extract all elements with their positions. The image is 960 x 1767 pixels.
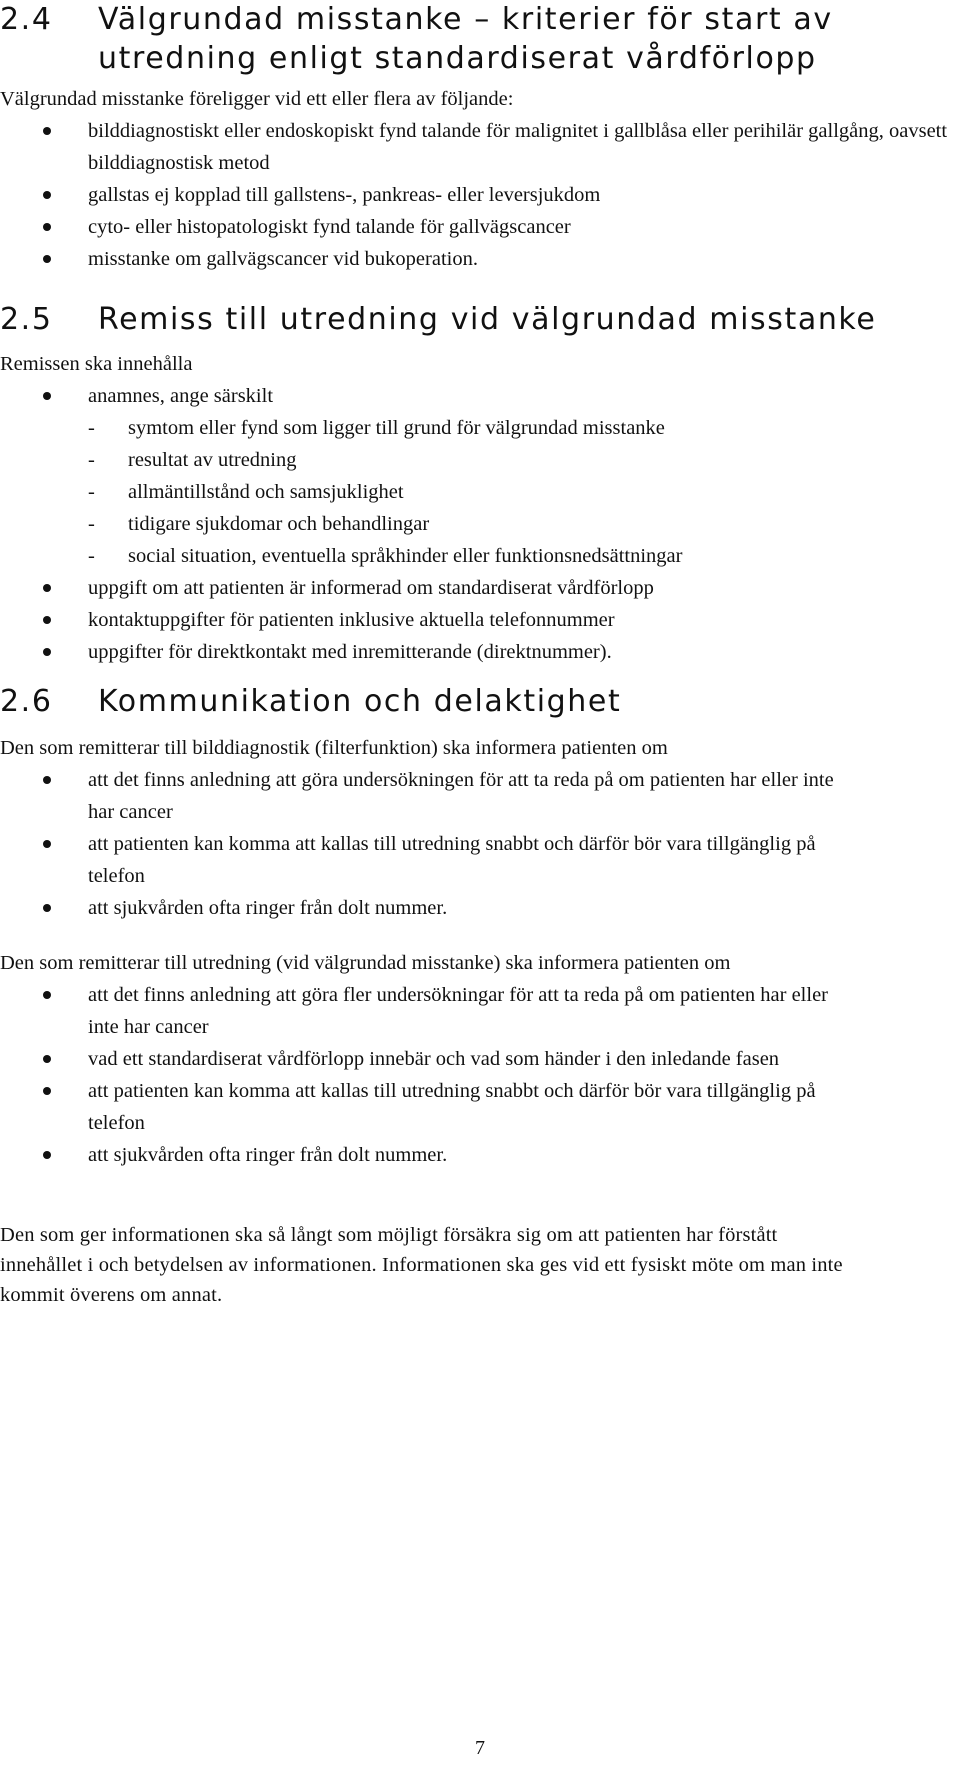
sub-list-item: - resultat av utredning — [0, 444, 950, 476]
section-title-line1: Välgrundad misstanke – kriterier för start av — [98, 2, 833, 37]
list-item: gallstas ej kopplad till gallstens-, pankreas- eller leversjukdom — [0, 179, 950, 211]
section-2-5-body — [0, 348, 950, 668]
criteria-list — [0, 115, 950, 275]
section-2-6-body-investigation — [0, 947, 950, 1171]
section-2-6-body-filter — [0, 732, 950, 924]
list-item: att det finns anledning att göra fler undersökningar för att ta reda på om patienten har eller inte har cancer — [0, 979, 860, 1043]
list-item: anamnes, ange särskilt — [0, 380, 950, 412]
list-item: att sjukvården ofta ringer från dolt nummer. — [0, 892, 860, 924]
list-item: cyto- eller histopatologiskt fynd talande för gallvägscancer — [0, 211, 950, 243]
sub-list-item: - social situation, eventuella språkhinder eller funktionsnedsättningar — [0, 540, 950, 572]
section-heading-2-5 — [0, 300, 940, 339]
section-title: Kommunikation och delaktighet — [98, 684, 622, 719]
section-heading-2-6 — [0, 682, 940, 721]
list-item: att sjukvården ofta ringer från dolt nummer. — [0, 1139, 860, 1171]
information-list-investigation — [0, 979, 860, 1171]
list-item: att det finns anledning att göra undersökningen för att ta reda på om patienten har eller inte har cancer — [0, 764, 860, 828]
section-title-line2: utredning enligt standardiserat vårdförlopp — [98, 41, 817, 76]
list-item: att patienten kan komma att kallas till utredning snabbt och därför bör vara tillgänglig på telefon — [0, 828, 860, 892]
paragraph-intro: Den som remitterar till bilddiagnostik (filterfunktion) ska informera patienten om — [0, 737, 668, 759]
list-item: misstanke om gallvägscancer vid bukoperation. — [0, 243, 950, 275]
referral-contents-list-continued — [0, 572, 950, 668]
section-number: 2.5 — [0, 302, 53, 337]
closing-paragraph-block — [0, 1220, 850, 1310]
anamnesis-sublist — [0, 412, 950, 572]
list-item: vad ett standardiserat vårdförlopp innebär och vad som händer i den inledande fasen — [0, 1043, 860, 1075]
closing-paragraph: Den som ger informationen ska så långt som möjligt försäkra sig om att patienten har förstått innehållet i och betydelsen av informationen. Informationen ska ges vid ett fysiskt möte om man inte kommit överens om annat. — [0, 1224, 843, 1306]
referral-contents-list — [0, 380, 950, 412]
section-intro: Välgrundad misstanke föreligger vid ett eller flera av följande: — [0, 88, 514, 110]
section-intro: Remissen ska innehålla — [0, 353, 193, 375]
sub-list-item: - allmäntillstånd och samsjuklighet — [0, 476, 950, 508]
list-item: uppgift om att patienten är informerad om standardiserat vårdförlopp — [0, 572, 950, 604]
paragraph-intro: Den som remitterar till utredning (vid välgrundad misstanke) ska informera patienten om — [0, 952, 731, 974]
sub-list-item: - tidigare sjukdomar och behandlingar — [0, 508, 950, 540]
sub-list-item: - symtom eller fynd som ligger till grund för välgrundad misstanke — [0, 412, 950, 444]
information-list-filter — [0, 764, 860, 924]
section-number: 2.6 — [0, 684, 53, 719]
section-heading-2-4 — [0, 0, 940, 78]
list-item: att patienten kan komma att kallas till utredning snabbt och därför bör vara tillgänglig på telefon — [0, 1075, 860, 1139]
page-number: 7 — [475, 1737, 485, 1759]
list-item: kontaktuppgifter för patienten inklusive aktuella telefonnummer — [0, 604, 950, 636]
section-number: 2.4 — [0, 2, 53, 37]
list-item: uppgifter för direktkontakt med inremitterande (direktnummer). — [0, 636, 950, 668]
section-title: Remiss till utredning vid välgrundad misstanke — [98, 302, 877, 337]
list-item: bilddiagnostiskt eller endoskopiskt fynd talande för malignitet i gallblåsa eller perihilär gallgång, oavsett bilddiagnostisk metod — [0, 115, 950, 179]
section-2-4-body — [0, 83, 950, 275]
